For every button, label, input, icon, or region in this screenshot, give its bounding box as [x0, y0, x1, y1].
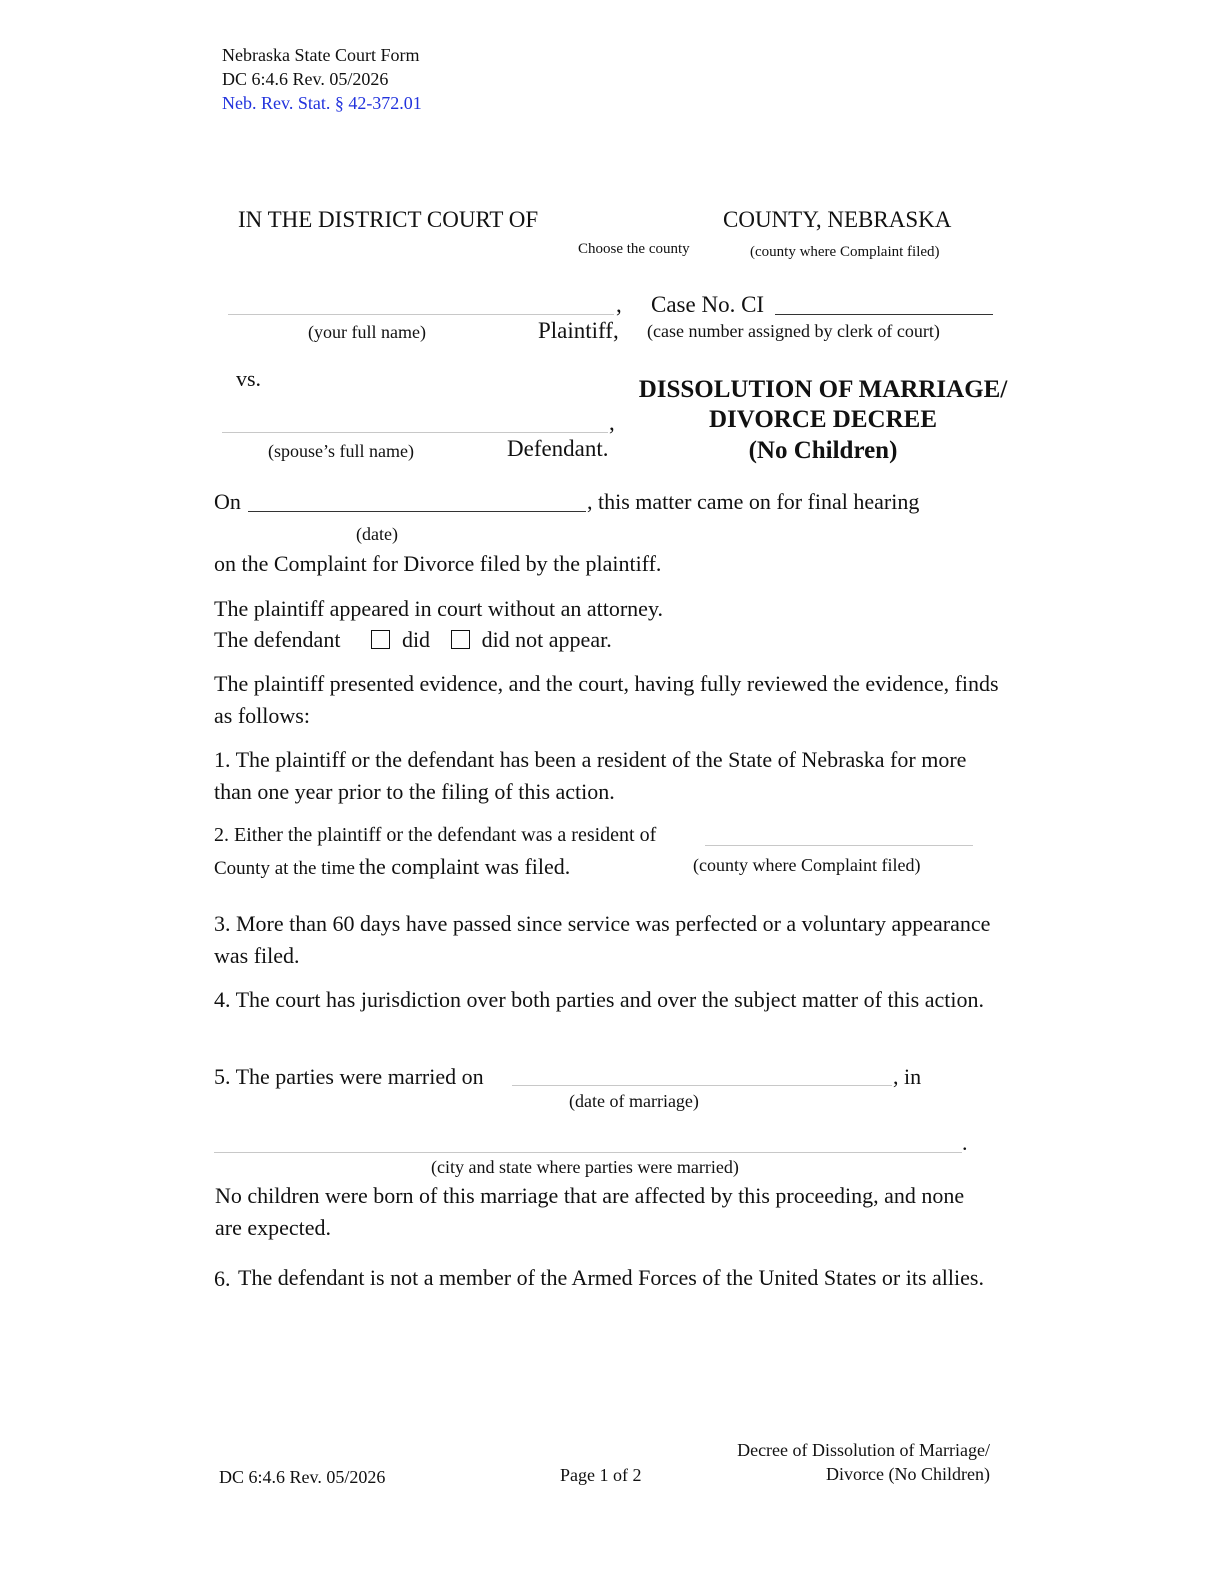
case-no-hint: (case number assigned by clerk of court) [647, 321, 940, 341]
plaintiff-appeared: The plaintiff appeared in court without an attorney. [214, 596, 664, 621]
plaintiff-comma: , [616, 292, 622, 317]
defendant-prefix: The defendant [214, 627, 341, 652]
hearing-on: On [214, 489, 241, 514]
footer-title-line2: Divorce (No Children) [826, 1464, 990, 1484]
did-not-checkbox[interactable] [451, 630, 470, 649]
footer-form-code: DC 6:4.6 Rev. 05/2026 [219, 1467, 386, 1487]
vs-label: vs. [236, 366, 262, 391]
evidence-paragraph: The plaintiff presented evidence, and the court, having fully reviewed the evidence, finds as follows: [214, 671, 999, 728]
plaintiff-label: Plaintiff, [538, 318, 619, 343]
hearing-date-field[interactable] [248, 511, 586, 512]
marriage-place-field[interactable] [214, 1152, 962, 1153]
finding-6: The defendant is not a member of the Armed Forces of the United States or its allies. [238, 1265, 984, 1290]
footer-title-line1: Decree of Dissolution of Marriage/ [737, 1440, 990, 1460]
finding-5: 5. The parties were married on [214, 1064, 484, 1089]
form-code: DC 6:4.6 Rev. 05/2026 [222, 69, 389, 89]
case-no-field[interactable] [775, 314, 993, 315]
finding-2-line2 [214, 854, 570, 880]
case-no-label: Case No. CI [651, 292, 765, 317]
marriage-place-hint: (city and state where parties were married) [431, 1157, 739, 1177]
court-suffix: COUNTY, NEBRASKA [723, 207, 952, 232]
county-hint: (county where Complaint filed) [750, 244, 940, 260]
hearing-line2: on the Complaint for Divorce filed by the plaintiff. [214, 551, 662, 576]
finding-2-line1: 2. Either the plaintiff or the defendant was a resident of [214, 824, 657, 846]
form-name: Nebraska State Court Form [222, 45, 420, 65]
marriage-date-hint: (date of marriage) [569, 1091, 699, 1111]
defendant-name-field[interactable] [222, 432, 608, 433]
decree-title-line3: (No Children) [748, 437, 898, 464]
finding-2-rest: the complaint was filed. [358, 854, 571, 879]
decree-title-line1: DISSOLUTION OF MARRIAGE/ [638, 376, 1008, 403]
resident-county-hint: (county where Complaint filed) [693, 855, 921, 875]
finding-4: 4. The court has jurisdiction over both parties and over the subject matter of this action. [214, 987, 984, 1012]
did-label: did [401, 627, 431, 652]
defendant-name-hint: (spouse’s full name) [268, 441, 414, 461]
hearing-date-hint: (date) [356, 524, 398, 544]
finding-3: 3. More than 60 days have passed since service was perfected or a voluntary appearance was filed. [214, 911, 991, 968]
defendant-appearance-row [214, 627, 612, 653]
resident-county-field[interactable] [705, 845, 973, 846]
no-children-statement: No children were born of this marriage that are affected by this proceeding, and none are expected. [215, 1183, 965, 1240]
hearing-rest: , this matter came on for final hearing [587, 489, 920, 514]
plaintiff-name-field[interactable] [228, 314, 614, 315]
did-checkbox[interactable] [371, 630, 390, 649]
defendant-label: Defendant. [507, 436, 609, 461]
marriage-date-field[interactable] [512, 1085, 892, 1086]
marriage-place-period: . [962, 1130, 968, 1155]
plaintiff-name-hint: (your full name) [308, 322, 426, 342]
statute-link[interactable]: Neb. Rev. Stat. § 42-372.01 [222, 93, 422, 113]
finding-6-number: 6. [214, 1266, 231, 1291]
finding-1: 1. The plaintiff or the defendant has been a resident of the State of Nebraska for more than one year prior to the filing of this action. [214, 747, 967, 804]
decree-title-line2: DIVORCE DECREE [708, 406, 937, 433]
defendant-comma: , [609, 410, 615, 435]
county-dropdown[interactable]: Choose the county [578, 241, 690, 257]
footer-page-number: Page 1 of 2 [560, 1465, 642, 1485]
did-not-label: did not appear. [481, 627, 612, 652]
court-prefix: IN THE DISTRICT COURT OF [238, 207, 539, 232]
finding-5-in: , in [893, 1064, 922, 1089]
finding-2-county-label: County at the time [214, 858, 355, 879]
